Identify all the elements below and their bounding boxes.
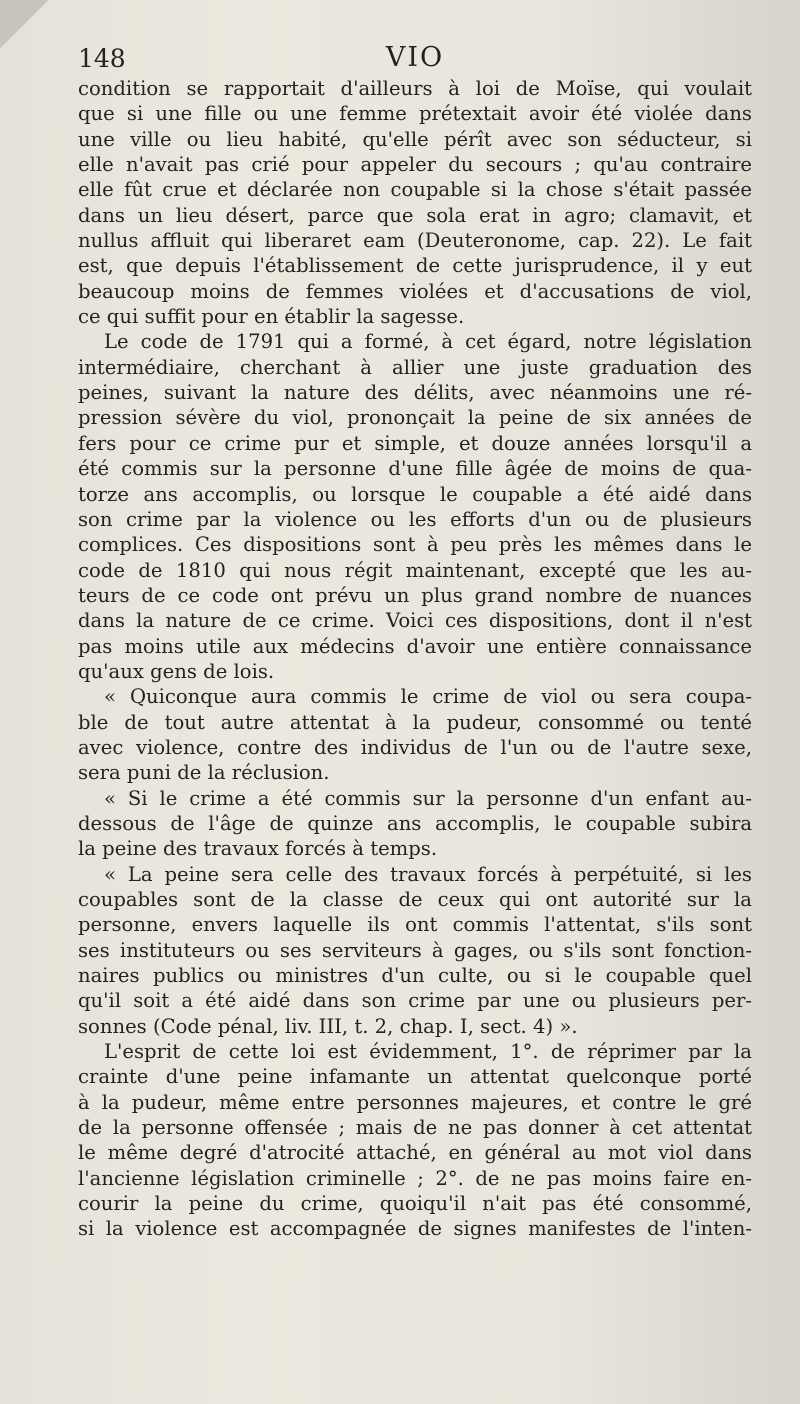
- text-line: de la personne offensée ; mais de ne pas donner à cet attentat: [78, 1116, 752, 1140]
- text-line: nullus affluit qui liberaret eam (Deuteronome, cap. 22). Le fait: [78, 229, 752, 253]
- text-line: personne, envers laquelle ils ont commis l'attentat, s'ils sont: [78, 913, 752, 937]
- text-line: fers pour ce crime pur et simple, et douze années lorsqu'il a: [78, 431, 752, 455]
- text-line: pas moins utile aux médecins d'avoir une entière connaissance: [78, 634, 752, 658]
- text-line: complices. Ces dispositions sont à peu près les mêmes dans le: [78, 533, 752, 557]
- page-corner-fold: [0, 0, 60, 60]
- text-line: le même degré d'atrocité attaché, en général au mot viol dans: [78, 1141, 752, 1165]
- text-line: courir la peine du crime, quoiqu'il n'ait pas été consommé,: [78, 1192, 752, 1216]
- text-line: naires publics ou ministres d'un culte, ou si le coupable quel: [78, 964, 752, 988]
- text-line: qu'aux gens de lois.: [78, 659, 275, 683]
- text-line: est, que depuis l'établissement de cette jurisprudence, il y eut: [78, 254, 752, 278]
- text-line: l'ancienne législation criminelle ; 2°. de ne pas moins faire en-: [78, 1166, 752, 1190]
- text-line: pression sévère du viol, prononçait la peine de six années de: [78, 406, 752, 430]
- text-line: torze ans accomplis, ou lorsque le coupable a été aidé dans: [78, 482, 752, 506]
- text-line: « Si le crime a été commis sur la personne d'un enfant au-: [104, 786, 752, 810]
- text-line: coupables sont de la classe de ceux qui ont autorité sur la: [78, 888, 752, 911]
- text-line: teurs de ce code ont prévu un plus grand nombre de nuances: [78, 583, 752, 607]
- text-line: peines, suivant la nature des délits, avec néanmoins une ré-: [78, 381, 752, 405]
- text-line: ce qui suffit pour en établir la sagesse.: [78, 305, 465, 329]
- text-line: « La peine sera celle des travaux forcés à perpétuité, si les: [104, 862, 752, 886]
- text-line: L'esprit de cette loi est évidemment, 1°. de réprimer par la: [104, 1040, 752, 1064]
- text-line: avec violence, contre des individus de l'un ou de l'autre sexe,: [78, 735, 752, 759]
- text-line: dessous de l'âge de quinze ans accomplis, le coupable subira: [78, 811, 752, 835]
- page-number: 148: [78, 44, 126, 73]
- text-line: une ville ou lieu habité, qu'elle pérît avec son séducteur, si: [78, 127, 752, 151]
- text-line: ses instituteurs ou ses serviteurs à gages, ou s'ils sont fonction-: [78, 938, 752, 962]
- text-line: Le code de 1791 qui a formé, à cet égard, notre législation: [104, 330, 752, 354]
- text-line: dans la nature de ce crime. Voici ces dispositions, dont il n'est: [78, 609, 752, 633]
- text-line: sera puni de la réclusion.: [78, 761, 330, 785]
- text-line: elle fût crue et déclarée non coupable si la chose s'était passée: [78, 178, 752, 202]
- text-line: dans un lieu désert, parce que sola erat in agro; clamavit, et: [78, 203, 752, 227]
- text-line: à la pudeur, même entre personnes majeures, et contre le gré: [78, 1090, 752, 1114]
- text-line: elle n'avait pas crié pour appeler du secours ; qu'au contraire: [78, 153, 752, 177]
- text-line: été commis sur la personne d'une fille âgée de moins de qua-: [78, 457, 752, 481]
- text-line: ble de tout autre attentat à la pudeur, consommé ou tenté: [78, 710, 752, 734]
- running-head: VIO: [385, 42, 445, 73]
- text-line: « Quiconque aura commis le crime de viol ou sera coupa-: [104, 685, 752, 709]
- body-text: [78, 76, 752, 1242]
- text-line: intermédiaire, cherchant à allier une juste graduation des: [78, 355, 752, 379]
- text-line: beaucoup moins de femmes violées et d'accusations de viol,: [78, 279, 752, 303]
- page-header: [78, 40, 752, 80]
- text-line: sonnes (Code pénal, liv. III, t. 2, chap. I, sect. 4) ».: [78, 1014, 578, 1038]
- text-line: que si une fille ou une femme prétextait avoir été violée dans: [78, 102, 752, 126]
- text-line: condition se rapportait d'ailleurs à loi de Moïse, qui voulait: [78, 77, 752, 100]
- text-line: crainte d'une peine infamante un attentat quelconque porté: [78, 1065, 752, 1089]
- text-line: code de 1810 qui nous régit maintenant, excepté que les au-: [78, 558, 752, 582]
- text-line: qu'il soit a été aidé dans son crime par une ou plusieurs per-: [78, 989, 752, 1013]
- text-line: la peine des travaux forcés à temps.: [78, 837, 438, 861]
- text-line: si la violence est accompagnée de signes manifestes de l'inten-: [78, 1217, 752, 1241]
- text-line: son crime par la violence ou les efforts d'un ou de plusieurs: [78, 507, 752, 531]
